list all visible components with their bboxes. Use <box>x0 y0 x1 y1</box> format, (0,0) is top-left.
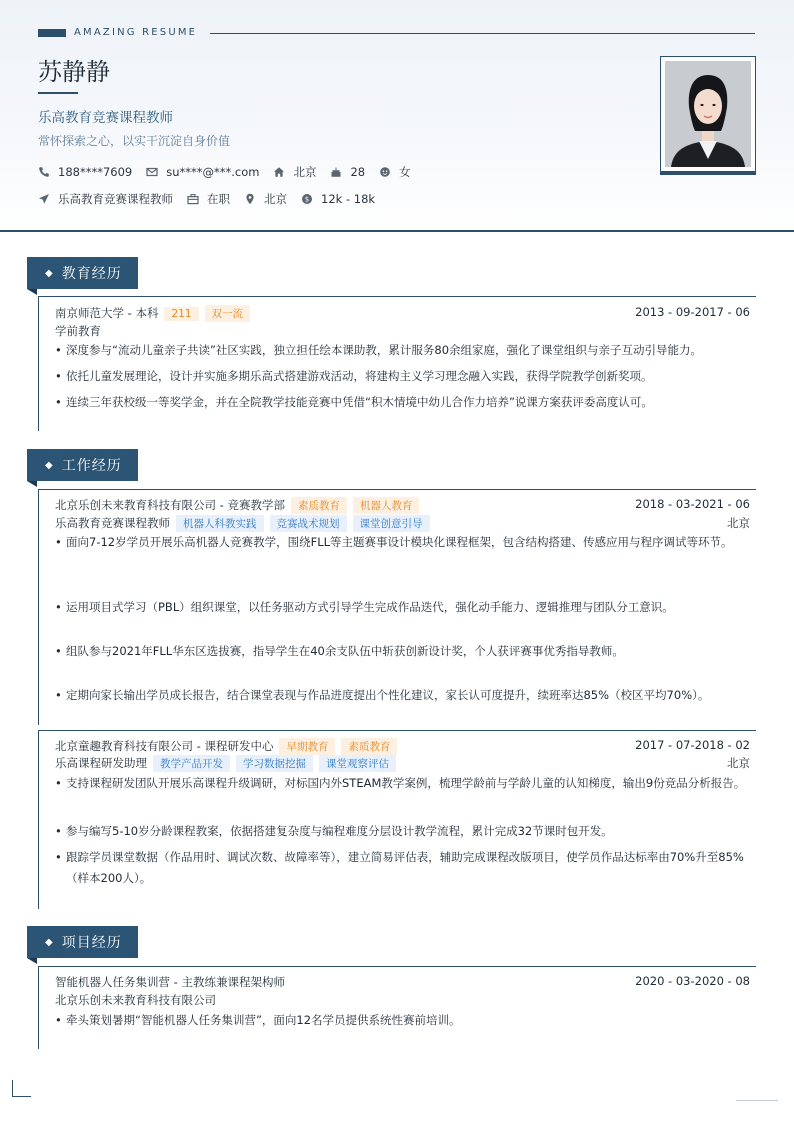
page-corner-mark <box>12 1080 31 1097</box>
info-salary <box>301 192 375 206</box>
education-title: 教育经历 <box>61 266 122 282</box>
brand-text: AMAZING RESUME <box>74 27 198 38</box>
title-notch <box>27 481 37 487</box>
job-bullet: • 组队参与2021年FLL华东区选拔赛，指导学生在40余支队伍中斩获创新设计奖，个人获评赛事优秀指导教师。 <box>55 644 624 658</box>
target-text: 乐高教育竞赛课程教师 <box>58 192 173 206</box>
project-entry <box>38 966 756 1049</box>
work-title: 工作经历 <box>61 458 122 474</box>
info-phone <box>38 165 132 179</box>
info-status <box>187 191 230 207</box>
skill-tag: 学习数据挖掘 <box>236 755 313 772</box>
job-date: 2017 - 07-2018 - 02 <box>635 738 750 752</box>
title-notch <box>27 958 37 964</box>
job-target: 乐高教育竞赛课程教师 <box>38 110 173 126</box>
role-name: 乐高教育竞赛课程教师 <box>55 516 170 530</box>
skill-tag: 课堂观察评估 <box>319 755 396 772</box>
project-company: 北京乐创未来教育科技有限公司 <box>55 993 216 1007</box>
company-tag: 素质教育 <box>341 738 397 755</box>
brand-divider <box>210 33 755 34</box>
education-bullet: • 深度参与“流动儿童亲子共读”社区实践，独立担任绘本课助教，累计服务80余组家庭，强化了课堂组织与亲子互动引导能力。 <box>55 343 703 357</box>
job-bullet: • 支持课程研发团队开展乐高课程升级调研，对标国内外STEAM教学案例，梳理学龄前与学龄儿童的认知梯度，输出9份竞品分析报告。 <box>55 776 746 790</box>
motto: 常怀探索之心，以实干沉淀自身价值 <box>38 134 231 148</box>
portrait-illustration <box>665 61 751 167</box>
home-text: 北京 <box>293 165 317 179</box>
work-entry-1 <box>38 489 756 725</box>
company-line <box>55 738 397 755</box>
name-underline <box>38 92 78 94</box>
project-bullet: • 牵头策划暑期“智能机器人任务集训营”，面向12名学员提供系统性赛前培训。 <box>55 1013 461 1027</box>
skill-tag: 机器人科教实践 <box>176 515 264 532</box>
diamond-icon: ◆ <box>45 936 54 948</box>
job-city: 北京 <box>727 516 750 530</box>
section-title-education <box>27 257 138 289</box>
send-icon <box>38 193 50 205</box>
section-title-project <box>27 926 138 958</box>
salary-text: 12k - 18k <box>321 192 376 206</box>
header-divider <box>0 230 794 232</box>
location-icon <box>244 193 256 205</box>
svg-text:$: $ <box>304 195 310 204</box>
diamond-icon: ◆ <box>45 459 54 471</box>
company-line <box>55 497 419 514</box>
role-name: 乐高课程研发助理 <box>55 756 147 770</box>
title-notch <box>27 289 37 295</box>
page-corner-line <box>736 1100 778 1101</box>
cake-icon <box>330 166 342 178</box>
education-entry <box>38 296 756 431</box>
gender-text: 女 <box>399 165 411 179</box>
info-gender <box>379 164 411 180</box>
education-bullet: • 依托儿童发展理论，设计并实施多期乐高式搭建游戏活动，将建构主义学习理念融入实践，获得学院教学创新奖项。 <box>55 369 653 383</box>
education-date: 2013 - 09-2017 - 06 <box>635 305 750 319</box>
info-target <box>38 191 173 207</box>
salary-icon <box>301 193 313 205</box>
email-text: su****@***.com <box>166 165 260 179</box>
company-tag: 早期教育 <box>279 738 335 755</box>
phone-icon <box>38 166 50 178</box>
school-line <box>55 305 250 322</box>
brand-block <box>38 29 66 37</box>
skill-tag: 竞赛战术规划 <box>270 515 347 532</box>
resume-header <box>0 0 794 232</box>
work-entry-2 <box>38 730 756 909</box>
job-bullet: • 定期向家长输出学员成长报告，结合课堂表现与作品进度提出个性化建议，家长认可度提升，续班率达85%（校区平均70%）。 <box>55 688 710 702</box>
major: 学前教育 <box>55 324 101 338</box>
phone-text: 188****7609 <box>58 165 133 179</box>
mail-icon <box>146 166 158 178</box>
photo-frame <box>660 56 756 172</box>
gender-icon <box>379 166 391 178</box>
project-date: 2020 - 03-2020 - 08 <box>635 974 750 988</box>
company-tag: 素质教育 <box>291 497 347 514</box>
school-name: 南京师范大学 - 本科 <box>55 306 159 320</box>
role-line <box>55 755 396 772</box>
project-name: 智能机器人任务集训营 - 主教练兼课程架构师 <box>55 975 285 989</box>
age-text: 28 <box>350 165 366 179</box>
job-bullet: • 面向7-12岁学员开展乐高机器人竞赛教学，围绕FLL等主题赛事设计模块化课程框架，包含结构搭建、传感应用与程序调试等环节。 <box>55 535 733 549</box>
company-tag: 机器人教育 <box>353 497 420 514</box>
role-line <box>55 515 430 532</box>
job-bullet: • 跟踪学员课堂数据（作品用时、调试次数、故障率等），建立简易评估表，辅助完成课程改版项目，使学员作品达标率由70%升至85%（样本200人）。 <box>55 850 744 885</box>
job-bullet: • 参与编写5-10岁分龄课程教案，依据搭建复杂度与编程难度分层设计教学流程，累计完成32节课时包开发。 <box>55 824 613 838</box>
job-bullet: • 运用项目式学习（PBL）组织课堂，以任务驱动方式引导学生完成作品迭代，强化动手能力、逻辑推理与团队分工意识。 <box>55 600 674 614</box>
profile-photo <box>665 61 751 167</box>
info-location <box>244 191 287 207</box>
diamond-icon: ◆ <box>45 267 54 279</box>
project-title: 项目经历 <box>61 935 122 951</box>
skill-tag: 教学产品开发 <box>153 755 230 772</box>
candidate-name: 苏静静 <box>38 58 110 86</box>
tag-211: 211 <box>164 307 198 321</box>
info-age <box>330 165 365 179</box>
job-date: 2018 - 03-2021 - 06 <box>635 497 750 511</box>
briefcase-icon <box>187 193 199 205</box>
skill-tag: 课堂创意引导 <box>353 515 430 532</box>
home-icon <box>273 166 285 178</box>
job-city: 北京 <box>727 756 750 770</box>
photo-accent-bar <box>660 172 756 175</box>
info-row-1 <box>38 164 425 180</box>
tag-double-first-class: 双一流 <box>205 305 251 322</box>
section-title-work <box>27 449 138 481</box>
company-name: 北京乐创未来教育科技有限公司 - 竞赛教学部 <box>55 498 285 512</box>
info-row-2 <box>38 191 389 207</box>
company-name: 北京童趣教育科技有限公司 - 课程研发中心 <box>55 739 274 753</box>
education-bullet: • 连续三年获校级一等奖学金，并在全院教学技能竞赛中凭借“积木情境中幼儿合作力培养”说课方案获评委高度认可。 <box>55 395 653 409</box>
location-text: 北京 <box>264 192 287 206</box>
info-email <box>146 165 259 179</box>
status-text: 在职 <box>207 192 230 206</box>
info-home <box>273 164 316 180</box>
